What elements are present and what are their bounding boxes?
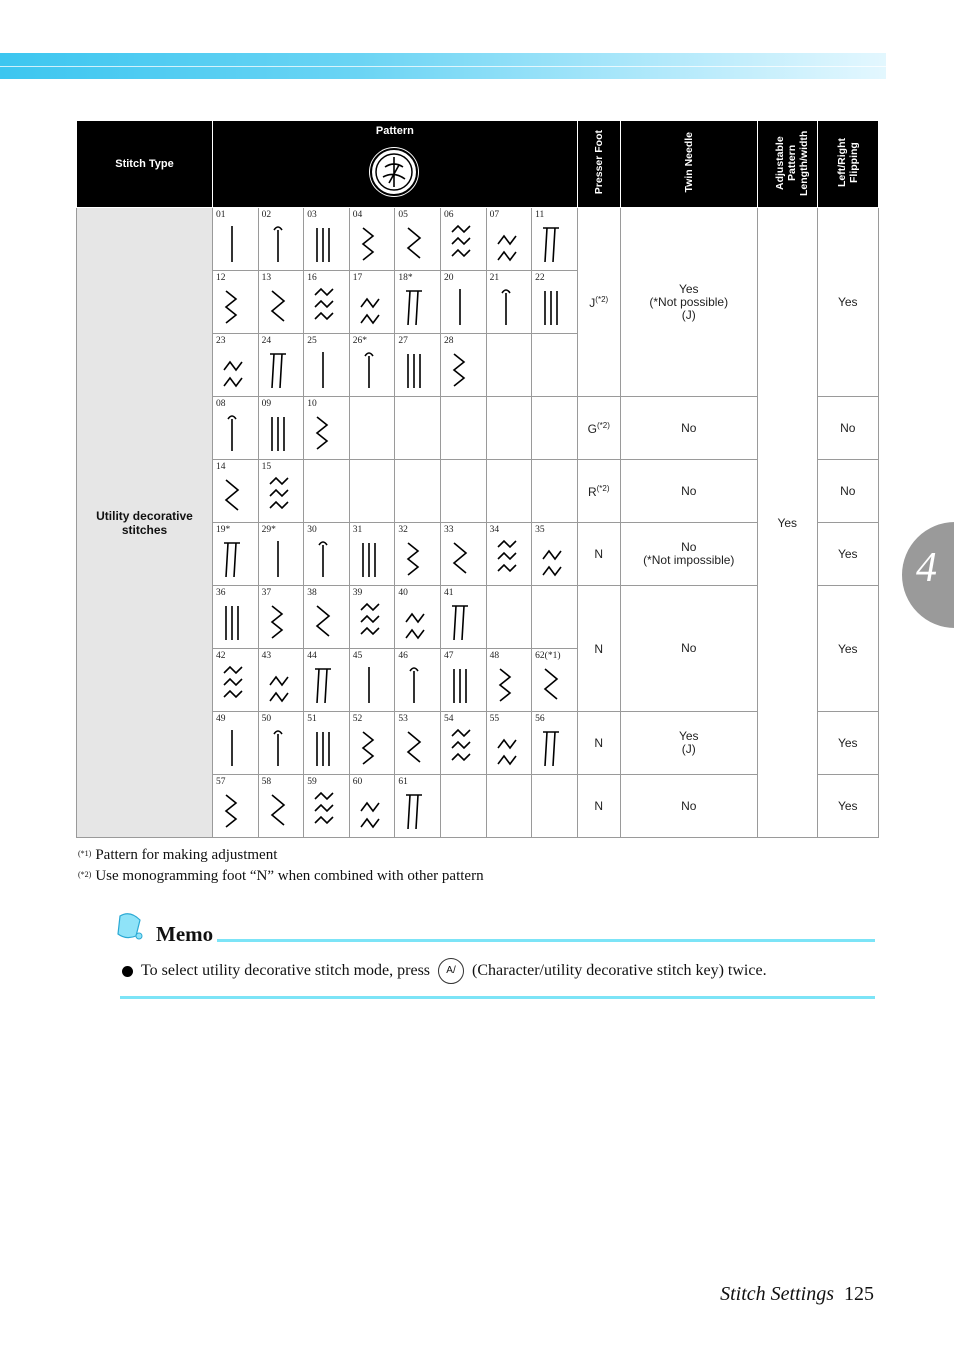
stitch-number: 26*: [352, 336, 368, 346]
stitch-pattern-icon: [494, 222, 520, 266]
stitch-pattern-icon: [402, 348, 428, 392]
stitch-pattern-cell[interactable]: [440, 334, 486, 397]
stitch-pattern-cell[interactable]: [532, 523, 578, 586]
stitch-pattern-cell[interactable]: [213, 649, 259, 712]
stitch-pattern-cell[interactable]: [213, 460, 259, 523]
stitch-pattern-cell[interactable]: [486, 523, 532, 586]
stitch-number: 62(*1): [535, 651, 561, 661]
stitch-pattern-cell[interactable]: [304, 523, 350, 586]
page-number: 125: [844, 1283, 874, 1305]
stitch-number: 11: [535, 210, 545, 220]
stitch-pattern-cell[interactable]: [349, 775, 395, 838]
stitch-pattern-cell[interactable]: [304, 397, 350, 460]
flipping-cell: Yes: [817, 523, 878, 586]
stitch-pattern-icon: [220, 285, 246, 329]
stitch-number: 36: [216, 588, 226, 598]
stitch-pattern-cell[interactable]: [440, 712, 486, 775]
stitch-number: 09: [261, 399, 272, 409]
stitch-pattern-icon: [402, 222, 428, 266]
stitch-number: 07: [489, 210, 500, 220]
stitch-number: 31: [352, 525, 363, 535]
stitch-pattern-cell[interactable]: [304, 334, 350, 397]
stitch-pattern-icon: [220, 411, 246, 455]
stitch-number: 55: [489, 714, 500, 724]
empty-pattern-cell: [532, 775, 578, 838]
stitch-number: 59: [307, 777, 317, 787]
stitch-number: 42: [216, 651, 226, 661]
stitch-pattern-cell[interactable]: [486, 712, 532, 775]
empty-pattern-cell: [304, 460, 350, 523]
stitch-pattern-cell[interactable]: [440, 208, 486, 271]
header-pattern: [213, 121, 578, 208]
stitch-pattern-icon: [266, 789, 292, 833]
stitch-pattern-icon: [266, 537, 292, 581]
memo-title: Memo: [156, 922, 214, 946]
stitch-pattern-icon: [220, 222, 246, 266]
stitch-number: 18*: [398, 273, 413, 283]
stitch-pattern-icon: [266, 285, 292, 329]
empty-pattern-cell: [349, 397, 395, 460]
stitch-pattern-cell[interactable]: [258, 523, 304, 586]
stitch-pattern-icon: [311, 285, 337, 329]
stitch-number: 06: [443, 210, 454, 220]
stitch-number: 15: [261, 462, 272, 472]
stitch-number: 14: [216, 462, 226, 472]
stitch-number: 21: [489, 273, 500, 283]
stitch-number: 20: [443, 273, 454, 283]
stitch-table: [76, 120, 879, 838]
stitch-pattern-icon: [494, 663, 520, 707]
stitch-number: 52: [352, 714, 363, 724]
stitch-pattern-icon: [357, 789, 383, 833]
stitch-number: 51: [307, 714, 317, 724]
stitch-pattern-cell[interactable]: [304, 208, 350, 271]
stitch-pattern-icon: [448, 663, 474, 707]
stitch-pattern-icon: [266, 411, 292, 455]
stitch-pattern-cell[interactable]: [349, 208, 395, 271]
stitch-pattern-icon: [402, 789, 428, 833]
footnote-1: $^{(*1)}$ Pattern for making adjustment: [78, 847, 278, 863]
stitch-pattern-icon: [448, 285, 474, 329]
stitch-number: 47: [443, 651, 454, 661]
empty-pattern-cell: [440, 460, 486, 523]
stitch-pattern-cell[interactable]: [349, 586, 395, 649]
stitch-number: 28: [443, 336, 454, 346]
bullet-icon: [122, 966, 133, 977]
character-key-icon: A/: [438, 958, 464, 984]
stitch-pattern-icon: [539, 285, 565, 329]
stitch-pattern-cell[interactable]: [395, 712, 441, 775]
stitch-pattern-icon: [448, 600, 474, 644]
stitch-pattern-icon: [448, 537, 474, 581]
stitch-type-cell: Utility decorative stitches: [77, 208, 213, 838]
stitch-pattern-icon: [220, 348, 246, 392]
twin-needle-cell: No: [620, 397, 757, 460]
stitch-number: 41: [443, 588, 454, 598]
flipping-cell: Yes: [817, 712, 878, 775]
stitch-number: 10: [307, 399, 317, 409]
stitch-pattern-icon: [357, 348, 383, 392]
stitch-number: 58: [261, 777, 272, 787]
empty-pattern-cell: [532, 586, 578, 649]
stitch-number: 53: [398, 714, 408, 724]
stitch-pattern-cell[interactable]: [486, 208, 532, 271]
stitch-number: 39: [352, 588, 363, 598]
stitch-number: 50: [261, 714, 272, 724]
stitch-number: 13: [261, 273, 272, 283]
flipping-cell: No: [817, 397, 878, 460]
memo-bell-icon: [114, 912, 146, 947]
stitch-number: 16: [307, 273, 317, 283]
stitch-pattern-icon: [266, 348, 292, 392]
stitch-pattern-cell[interactable]: [349, 271, 395, 334]
stitch-pattern-cell[interactable]: [395, 208, 441, 271]
stitch-number: 57: [216, 777, 226, 787]
stitch-number: 04: [352, 210, 363, 220]
stitch-pattern-icon: [539, 537, 565, 581]
stitch-number: 37: [261, 588, 272, 598]
stitch-pattern-cell[interactable]: [532, 649, 578, 712]
stitch-pattern-icon: [448, 726, 474, 770]
stitch-pattern-icon: [311, 600, 337, 644]
stitch-number: 43: [261, 651, 272, 661]
stitch-number: 32: [398, 525, 408, 535]
stitch-number: 48: [489, 651, 500, 661]
empty-pattern-cell: [440, 397, 486, 460]
footnote-2: $^{(*2)}$ Use monogramming foot “N” when combined with other pattern: [78, 868, 484, 884]
stitch-number: 56: [535, 714, 545, 724]
stitch-number: 40: [398, 588, 408, 598]
stitch-pattern-cell[interactable]: [258, 334, 304, 397]
stitch-pattern-icon: [357, 726, 383, 770]
stitch-number: 22: [535, 273, 545, 283]
stitch-pattern-cell[interactable]: [440, 586, 486, 649]
stitch-pattern-cell[interactable]: [395, 775, 441, 838]
stitch-pattern-cell[interactable]: [395, 649, 441, 712]
stitch-number: 24: [261, 336, 272, 346]
empty-pattern-cell: [440, 775, 486, 838]
stitch-number: 49: [216, 714, 226, 724]
stitch-number: 23: [216, 336, 226, 346]
stitch-pattern-icon: [220, 474, 246, 518]
stitch-pattern-icon: [494, 726, 520, 770]
header-twin-needle: Twin Needle: [620, 121, 757, 208]
empty-pattern-cell: [532, 460, 578, 523]
table-row: [77, 208, 879, 271]
stitch-pattern-cell[interactable]: [213, 523, 259, 586]
stitch-pattern-cell[interactable]: [349, 649, 395, 712]
stitch-pattern-cell[interactable]: [440, 271, 486, 334]
table-header-row: [77, 121, 879, 208]
stitch-pattern-icon: [220, 663, 246, 707]
stitch-pattern-icon: [402, 600, 428, 644]
stitch-pattern-cell[interactable]: [440, 523, 486, 586]
stitch-pattern-icon: [311, 663, 337, 707]
presser-foot-cell: N: [577, 586, 620, 712]
stitch-pattern-cell[interactable]: [258, 712, 304, 775]
stitch-number: 45: [352, 651, 363, 661]
stitch-pattern-cell[interactable]: [258, 208, 304, 271]
stitch-number: 01: [216, 210, 226, 220]
stitch-pattern-cell[interactable]: [213, 397, 259, 460]
twin-needle-cell: No (*Not impossible): [620, 523, 757, 586]
stitch-pattern-cell[interactable]: [486, 649, 532, 712]
stitch-pattern-cell[interactable]: [304, 775, 350, 838]
stitch-pattern-cell[interactable]: [213, 334, 259, 397]
stitch-pattern-icon: [220, 726, 246, 770]
header-stitch-type: Stitch Type: [77, 121, 213, 208]
stitch-pattern-icon: [311, 222, 337, 266]
stitch-pattern-cell[interactable]: [213, 775, 259, 838]
stitch-pattern-icon: [494, 537, 520, 581]
section-title: Stitch Settings: [720, 1283, 834, 1305]
stitch-pattern-icon: [311, 537, 337, 581]
presser-foot-cell: N: [577, 712, 620, 775]
stitch-number: 60: [352, 777, 363, 787]
stitch-pattern-icon: [266, 600, 292, 644]
stitch-number: 25: [307, 336, 317, 346]
stitch-pattern-cell[interactable]: [258, 271, 304, 334]
stitch-number: 02: [261, 210, 272, 220]
stitch-pattern-icon: [402, 537, 428, 581]
stitch-pattern-icon: [311, 726, 337, 770]
stitch-number: 44: [307, 651, 317, 661]
stitch-pattern-icon: [311, 348, 337, 392]
memo-divider-bottom: [120, 996, 875, 999]
stitch-pattern-cell[interactable]: [304, 649, 350, 712]
stitch-pattern-cell[interactable]: [213, 208, 259, 271]
stitch-pattern-cell[interactable]: [395, 586, 441, 649]
twin-needle-cell: No: [620, 460, 757, 523]
stitch-pattern-cell[interactable]: [258, 460, 304, 523]
stitch-pattern-cell[interactable]: [258, 397, 304, 460]
stitch-pattern-cell[interactable]: [213, 586, 259, 649]
header-adjustable: Adjustable Pattern Length/width: [757, 121, 817, 208]
stitch-number: 33: [443, 525, 454, 535]
stitch-pattern-icon: [311, 789, 337, 833]
stitch-pattern-icon: [357, 537, 383, 581]
flipping-cell: Yes: [817, 208, 878, 397]
empty-pattern-cell: [486, 775, 532, 838]
stitch-number: 17: [352, 273, 363, 283]
stitch-pattern-icon: [220, 789, 246, 833]
page-footer: [720, 1283, 874, 1306]
stitch-number: 61: [398, 777, 408, 787]
stitch-number: 30: [307, 525, 317, 535]
chapter-tab: [902, 522, 954, 628]
empty-pattern-cell: [395, 397, 441, 460]
header-presser-foot: Presser Foot: [577, 121, 620, 208]
stitch-pattern-cell[interactable]: [304, 586, 350, 649]
twin-needle-cell: No: [620, 586, 757, 712]
stitch-number: 46: [398, 651, 408, 661]
presser-foot-cell: $J^{(*2)}$: [577, 208, 620, 397]
stitch-pattern-icon: [539, 663, 565, 707]
stitch-pattern-cell[interactable]: [349, 523, 395, 586]
stitch-pattern-cell[interactable]: [395, 271, 441, 334]
presser-foot-cell: $R^{(*2)}$: [577, 460, 620, 523]
stitch-pattern-cell[interactable]: [258, 586, 304, 649]
flipping-cell: Yes: [817, 586, 878, 712]
header-color-bar: [0, 53, 886, 79]
stitch-pattern-icon: [266, 474, 292, 518]
stitch-pattern-cell[interactable]: [213, 712, 259, 775]
stitch-pattern-cell[interactable]: [532, 208, 578, 271]
stitch-pattern-cell[interactable]: [258, 775, 304, 838]
adjustable-cell: Yes: [757, 208, 817, 838]
stitch-number: 03: [307, 210, 317, 220]
stitch-pattern-cell[interactable]: [258, 649, 304, 712]
stitch-pattern-icon: [357, 600, 383, 644]
header-flipping: Left/Right Flipping: [817, 121, 878, 208]
stitch-pattern-icon: [357, 222, 383, 266]
stitch-pattern-icon: [357, 285, 383, 329]
empty-pattern-cell: [486, 586, 532, 649]
stitch-number: 05: [398, 210, 408, 220]
presser-foot-cell: N: [577, 523, 620, 586]
stitch-number: 19*: [216, 525, 231, 535]
stitch-pattern-cell[interactable]: [532, 712, 578, 775]
pattern-dial-icon: [369, 147, 419, 197]
twin-needle-cell: No: [620, 775, 757, 838]
stitch-pattern-icon: [539, 726, 565, 770]
stitch-number: 29*: [261, 525, 276, 535]
stitch-pattern-cell[interactable]: [486, 271, 532, 334]
stitch-pattern-icon: [311, 411, 337, 455]
stitch-pattern-cell[interactable]: [304, 271, 350, 334]
empty-pattern-cell: [486, 460, 532, 523]
memo-divider-top: [217, 939, 875, 942]
stitch-number: 38: [307, 588, 317, 598]
empty-pattern-cell: [486, 334, 532, 397]
stitch-number: 12: [216, 273, 226, 283]
chapter-number: 4: [916, 545, 937, 591]
stitch-pattern-icon: [402, 663, 428, 707]
stitch-pattern-icon: [266, 726, 292, 770]
stitch-pattern-cell[interactable]: [349, 334, 395, 397]
stitch-pattern-cell[interactable]: [395, 523, 441, 586]
stitch-number: 35: [535, 525, 545, 535]
stitch-number: 54: [443, 714, 454, 724]
stitch-number: 27: [398, 336, 408, 346]
stitch-pattern-cell[interactable]: [349, 712, 395, 775]
stitch-pattern-icon: [402, 726, 428, 770]
stitch-pattern-icon: [448, 348, 474, 392]
stitch-pattern-icon: [266, 222, 292, 266]
empty-pattern-cell: [486, 397, 532, 460]
stitch-pattern-icon: [494, 285, 520, 329]
presser-foot-cell: $G^{(*2)}$: [577, 397, 620, 460]
footnotes: [78, 844, 484, 886]
stitch-pattern-icon: [539, 222, 565, 266]
stitch-pattern-icon: [220, 537, 246, 581]
stitch-pattern-icon: [266, 663, 292, 707]
empty-pattern-cell: [532, 334, 578, 397]
stitch-pattern-cell[interactable]: [304, 712, 350, 775]
flipping-cell: Yes: [817, 775, 878, 838]
presser-foot-cell: N: [577, 775, 620, 838]
flipping-cell: No: [817, 460, 878, 523]
stitch-pattern-icon: [448, 222, 474, 266]
stitch-pattern-cell[interactable]: [532, 271, 578, 334]
stitch-pattern-icon: [220, 600, 246, 644]
stitch-pattern-icon: [402, 285, 428, 329]
stitch-pattern-icon: [357, 663, 383, 707]
memo-item: To select utility decorative stitch mode, press A/ (Character/utility decorative stitch key) twice.: [122, 958, 767, 984]
stitch-number: 34: [489, 525, 500, 535]
stitch-pattern-cell[interactable]: [213, 271, 259, 334]
header-pattern-label: Pattern: [375, 125, 414, 137]
empty-pattern-cell: [349, 460, 395, 523]
twin-needle-cell: Yes (J): [620, 712, 757, 775]
empty-pattern-cell: [395, 460, 441, 523]
empty-pattern-cell: [532, 397, 578, 460]
twin-needle-cell: Yes (*Not possible) (J): [620, 208, 757, 397]
stitch-pattern-cell[interactable]: [395, 334, 441, 397]
stitch-pattern-cell[interactable]: [440, 649, 486, 712]
stitch-number: 08: [216, 399, 226, 409]
